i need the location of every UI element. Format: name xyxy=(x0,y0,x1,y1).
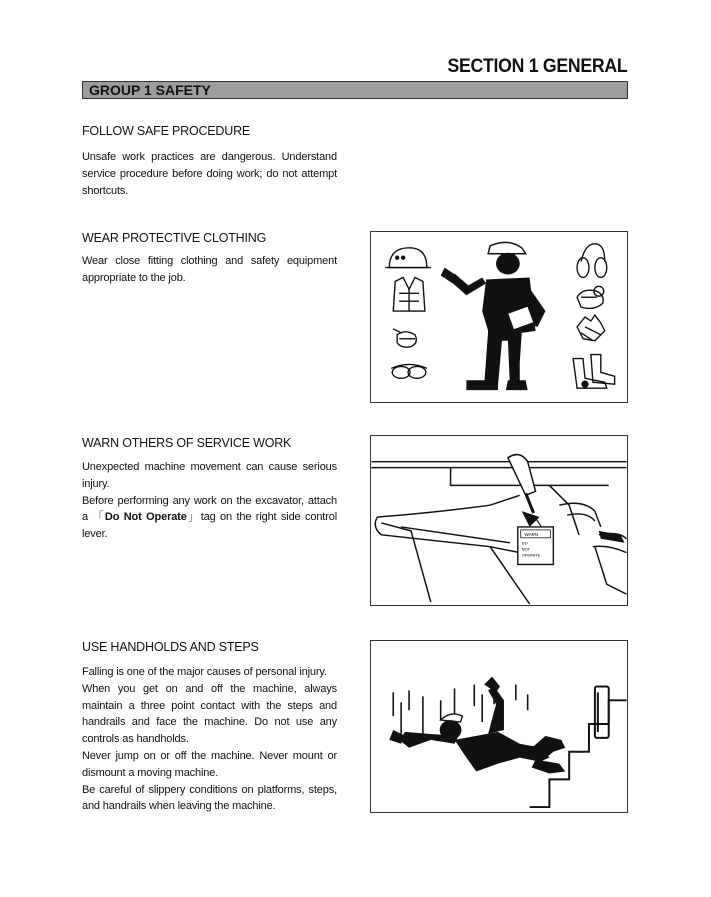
heading-warn-others: WARN OTHERS OF SERVICE WORK xyxy=(82,436,292,450)
paragraph: Wear close fitting clothing and safety equipment appropriate to the job. xyxy=(82,255,337,284)
tag-line-do: DO xyxy=(521,540,528,546)
body-use-handholds xyxy=(82,664,337,815)
respirator-icon xyxy=(577,286,604,308)
gloves-icon xyxy=(577,315,605,341)
goggles-icon xyxy=(391,364,427,378)
section-title: SECTION 1 GENERAL xyxy=(447,56,627,77)
tag-line-not: NOT xyxy=(521,546,531,552)
group-title-bar xyxy=(82,81,628,99)
control-lever-tag-illustration xyxy=(370,435,628,606)
hard-hat-icon xyxy=(385,248,430,268)
paragraph: Never jump on or off the machine. Never mount or dismount a moving machine. xyxy=(82,749,337,779)
paragraph-do-not-operate: Before performing any work on the excavator, attach a 「Do Not Operate」tag on the right side control lever. xyxy=(82,494,337,541)
worker-figure-icon xyxy=(441,242,546,390)
paragraph: Be careful of slippery conditions on platforms, steps, and handrails when leaving the machine. xyxy=(82,783,337,813)
paragraph: Unexpected machine movement can cause serious injury. xyxy=(82,461,337,490)
body-wear-protective-clothing xyxy=(82,253,337,287)
protective-clothing-illustration xyxy=(370,231,628,403)
heading-wear-protective-clothing: WEAR PROTECTIVE CLOTHING xyxy=(82,231,267,245)
do-not-operate-emphasis: Do Not Operate xyxy=(104,511,187,524)
safety-vest-icon xyxy=(393,277,425,311)
heading-use-handholds: USE HANDHOLDS AND STEPS xyxy=(82,640,259,654)
falling-worker-figure-icon xyxy=(389,677,565,774)
paragraph: Unsafe work practices are dangerous. Understand service procedure before doing work; do not attempt shortcuts. xyxy=(82,151,337,197)
heading-follow-safe-procedure: FOLLOW SAFE PROCEDURE xyxy=(82,124,251,138)
body-follow-safe-procedure xyxy=(82,149,337,199)
body-warn-others xyxy=(82,459,337,543)
paragraph: Falling is one of the major causes of personal injury. xyxy=(82,666,327,678)
tag-top-text: WARN xyxy=(524,531,539,537)
ear-muffs-icon xyxy=(577,244,607,278)
safety-boots-icon xyxy=(573,355,615,389)
paragraph: When you get on and off the machine, always maintain a three point contact with the steps and handrails and face the machine. Do not use any controls as handholds. xyxy=(82,682,337,746)
tag-line-operate: OPERATE xyxy=(521,552,541,558)
group-title: GROUP 1 SAFETY xyxy=(89,82,211,98)
falling-worker-illustration xyxy=(370,640,628,813)
ear-plugs-icon xyxy=(393,329,416,347)
